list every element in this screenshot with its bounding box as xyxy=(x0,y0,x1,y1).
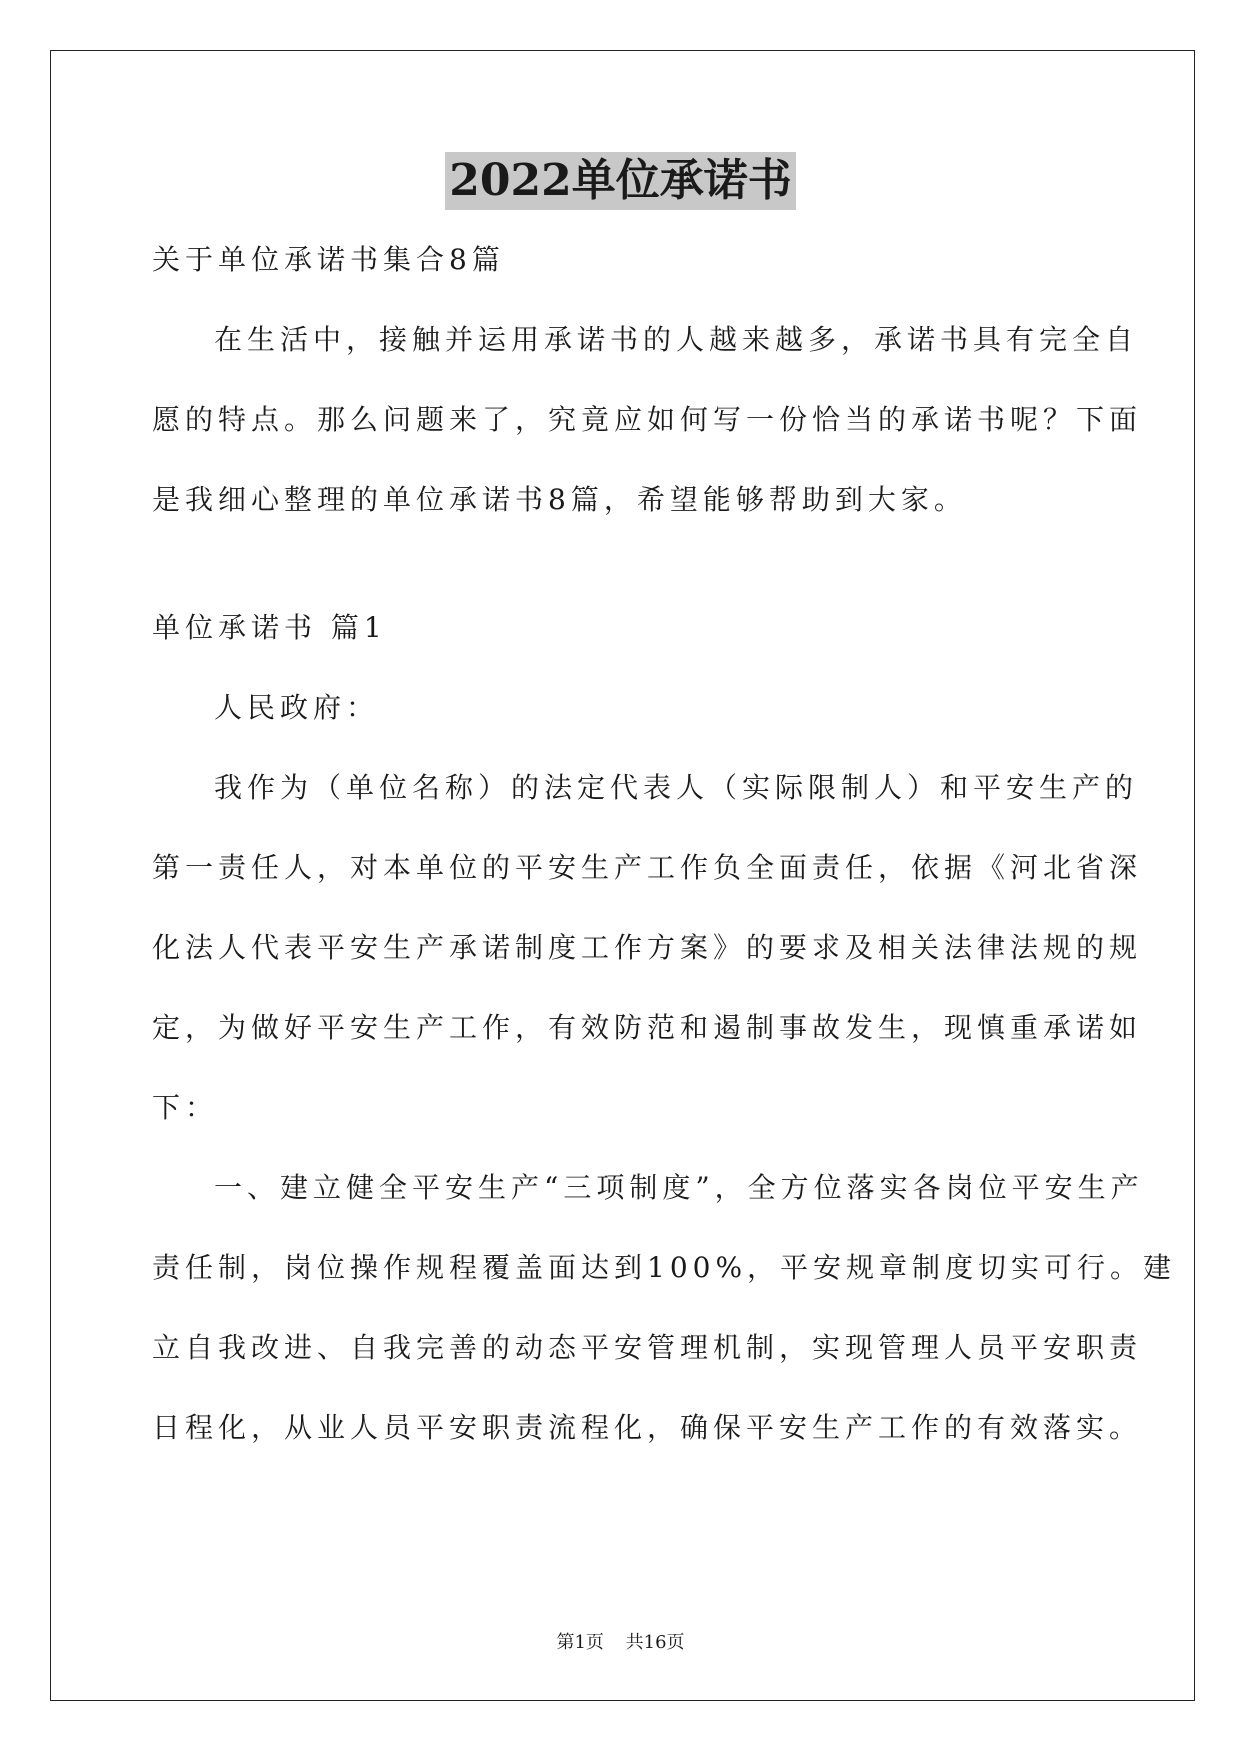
paragraph-line: 定，为做好平安生产工作，有效防范和遏制事故发生，现慎重承诺如 xyxy=(152,1011,1143,1044)
document-title: 2022单位承诺书 xyxy=(445,152,795,210)
paragraph-line: 第一责任人，对本单位的平安生产工作负全面责任，依据《河北省深 xyxy=(152,851,1143,884)
section-heading: 单位承诺书 篇1 xyxy=(152,611,387,644)
paragraph-line: 立自我改进、自我完善的动态平安管理机制，实现管理人员平安职责 xyxy=(152,1331,1143,1364)
total-pages: 共16页 xyxy=(625,1632,685,1653)
paragraph-line: 日程化，从业人员平安职责流程化，确保平安生产工作的有效落实。 xyxy=(152,1411,1143,1444)
page-footer xyxy=(0,1628,1241,1654)
spacer xyxy=(152,560,1092,608)
intro-line: 在生活中，接触并运用承诺书的人越来越多，承诺书具有完全自 xyxy=(214,323,1139,356)
paragraph-line: 我作为（单位名称）的法定代表人（实际限制人）和平安生产的 xyxy=(214,771,1139,804)
paragraph-line: 一、建立健全平安生产“三项制度”，全方位落实各岗位平安生产 xyxy=(214,1171,1144,1204)
intro-line: 愿的特点。那么问题来了，究竟应如何写一份恰当的承诺书呢？下面 xyxy=(152,403,1143,436)
paragraph-line: 化法人代表平安生产承诺制度工作方案》的要求及相关法律法规的规 xyxy=(152,931,1143,964)
intro-line: 是我细心整理的单位承诺书8篇，希望能够帮助到大家。 xyxy=(152,483,967,516)
subtitle: 关于单位承诺书集合8篇 xyxy=(152,243,505,276)
document-body xyxy=(152,240,1177,1488)
salutation: 人民政府： xyxy=(214,691,380,724)
paragraph-line: 下： xyxy=(152,1091,219,1124)
paragraph-line: 责任制，岗位操作规程覆盖面达到100%，平安规章制度切实可行。建 xyxy=(152,1251,1177,1284)
page-number: 第1页 xyxy=(556,1632,604,1653)
title-container xyxy=(0,152,1241,210)
